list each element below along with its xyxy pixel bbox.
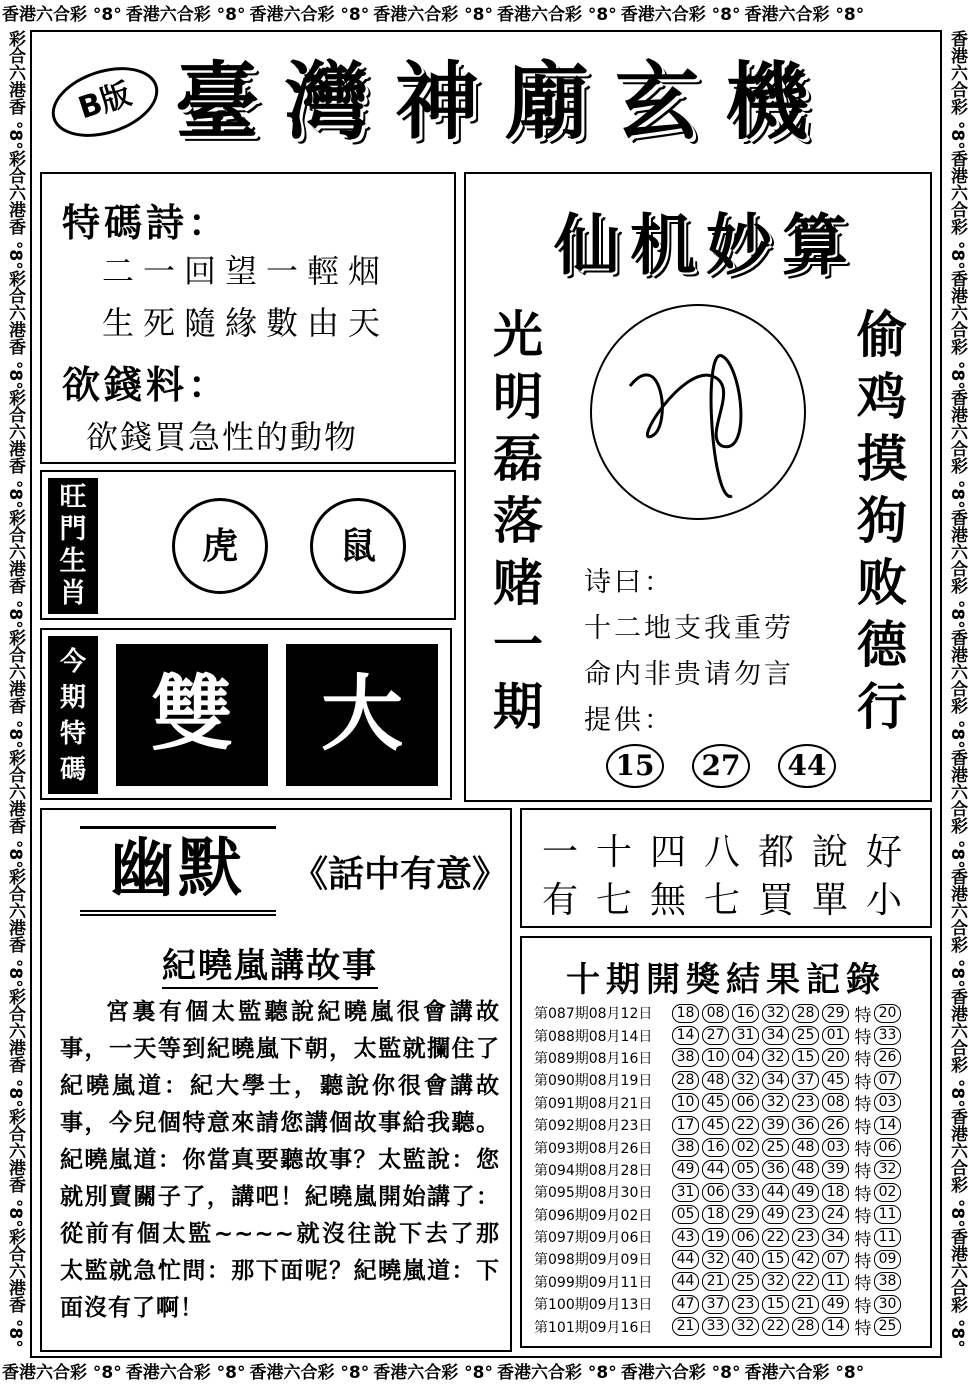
table-row [534,1047,926,1069]
border-label: 香港六合彩 °8° [947,988,967,1108]
special-number: 11 [874,1228,901,1247]
draw-number: 32 [762,1272,789,1291]
vertical-char: 鸡 [857,367,907,426]
draw-number: 33 [732,1183,759,1202]
special-number: 20 [874,1004,901,1023]
draw-number: 17 [672,1116,699,1135]
draw-number: 05 [672,1205,699,1224]
poem-line: 生死隨緣數由天 [102,304,390,342]
page-header [40,48,920,156]
border-label: 香港六合彩 °8° [947,748,967,869]
draw-number: 18 [822,1183,849,1202]
vertical-char: 德 [857,615,907,674]
riddle-panel [520,808,932,928]
border-label: 香港六合彩 °8° [947,509,967,629]
draw-label: 第087期08月12日 [534,1006,653,1023]
draw-number: 23 [792,1093,819,1112]
special-marker: 特 [854,1005,872,1026]
oracle-right-column [852,304,912,738]
border-label: 香港六合彩 °8° [497,5,617,25]
oracle-panel [464,172,932,802]
draw-number: 32 [762,1048,789,1067]
draw-label: 第099期09月11日 [534,1274,653,1291]
draw-number: 47 [672,1295,699,1314]
border-label: 香港六合彩 °8° [947,1107,967,1228]
table-row [534,1226,926,1248]
vertical-char: 狗 [857,491,907,550]
special-marker: 特 [854,1050,872,1071]
draw-number: 25 [762,1138,789,1157]
draw-label: 第097期09月06日 [534,1230,653,1247]
special-marker: 特 [854,1319,872,1340]
draw-number: 07 [822,1250,849,1269]
lucky-number: 44 [778,744,836,788]
vertical-char: 碼 [59,755,86,785]
draw-number: 32 [762,1093,789,1112]
oracle-title: 仙机妙算 [554,206,858,284]
border-label: 香港六合彩 °8° [373,1363,493,1383]
poem-line: 二一回望一輕烟 [102,252,390,290]
special-marker: 特 [854,1095,872,1116]
border-label: 香港六合彩 °8° [947,30,967,150]
special-number: 07 [874,1071,901,1090]
draw-number: 01 [822,1026,849,1045]
border-label: 香港六合彩 °8° [373,5,493,25]
border-left [0,30,30,1358]
special-marker: 特 [854,1117,872,1138]
draw-number: 10 [672,1093,699,1112]
money-heading: 欲錢料： [62,362,231,407]
draw-number: 14 [672,1026,699,1045]
draw-number: 22 [762,1317,789,1336]
draw-number: 48 [792,1138,819,1157]
draw-number: 18 [672,1004,699,1023]
draw-number: 44 [702,1160,729,1179]
draw-number: 32 [762,1004,789,1023]
border-label: 香港六合彩 °8° [497,1363,617,1383]
special-number: 09 [874,1250,901,1269]
zodiac-panel [40,470,456,620]
vertical-char: 赌 [493,553,543,612]
border-label: 香港六合彩 °8° [947,389,967,509]
draw-number: 20 [822,1048,849,1067]
talisman-seal [590,304,806,520]
border-label: 香港六合彩 °8° [947,149,967,270]
border-label: 香港六合彩 °8° [947,269,967,390]
draw-number: 26 [822,1116,849,1135]
vertical-char: 今 [59,647,86,677]
results-panel [520,936,932,1348]
draw-number: 23 [792,1205,819,1224]
draw-number: 05 [732,1160,759,1179]
border-label: 彩合六港香 °8° [5,868,25,988]
vertical-char: 生 [59,546,87,577]
tiger-icon: 虎 [172,498,268,594]
draw-number: 45 [702,1093,729,1112]
rat-icon: 鼠 [310,498,406,594]
draw-label: 第095期08月30日 [534,1185,653,1202]
draw-number: 28 [792,1004,819,1023]
draw-number: 25 [792,1026,819,1045]
table-row [534,1248,926,1270]
border-label: 香港六合彩 °8° [620,5,741,25]
vertical-char: 期 [493,677,543,736]
table-row [534,1293,926,1315]
draw-number: 27 [702,1026,729,1045]
draw-number: 32 [732,1071,759,1090]
vertical-char: 败 [857,553,907,612]
humor-subtitle: 《話中有意》 [292,854,509,895]
draw-number: 16 [702,1138,729,1157]
border-label: 彩合六港香 °8° [5,389,25,509]
vertical-char: 落 [493,491,543,550]
draw-number: 36 [792,1116,819,1135]
results-title: 十期開獎結果記錄 [566,960,886,1000]
draw-number: 32 [732,1317,759,1336]
draw-number: 21 [792,1295,819,1314]
special-marker: 特 [854,1274,872,1295]
table-row [534,1159,926,1181]
draw-number: 49 [762,1205,789,1224]
draw-number: 22 [792,1272,819,1291]
border-label: 香港六合彩 °8° [2,5,122,25]
draw-number: 06 [732,1093,759,1112]
border-label: 香港六合彩 °8° [947,868,967,988]
poem-heading: 特碼詩： [62,200,231,245]
draw-number: 34 [762,1071,789,1090]
special-value: 雙 [116,644,268,786]
draw-number: 34 [822,1228,849,1247]
draw-number: 03 [822,1138,849,1157]
draw-number: 15 [792,1048,819,1067]
draw-number: 08 [702,1004,729,1023]
border-label: 香港六合彩 °8° [249,5,370,25]
border-label: 彩合六港香 °8° [5,269,25,390]
draw-number: 31 [672,1183,699,1202]
oracle-poem-label: 诗曰： [584,567,674,598]
special-marker: 特 [854,1028,872,1049]
draw-number: 44 [672,1272,699,1291]
border-label: 彩合六港香 °8° [5,509,25,629]
draw-label: 第089期08月16日 [534,1050,653,1067]
draw-number: 39 [762,1116,789,1135]
draw-number: 49 [822,1295,849,1314]
border-label: 彩合六港香 °8° [5,1107,25,1228]
special-number: 02 [874,1183,901,1202]
draw-number: 18 [702,1205,729,1224]
special-value: 大 [286,644,438,786]
draw-number: 15 [762,1250,789,1269]
draw-label: 第091期08月21日 [534,1095,653,1112]
draw-number: 32 [702,1250,729,1269]
special-label [48,636,98,794]
vertical-char: 旺 [59,482,87,513]
table-row [534,1002,926,1024]
special-number: 26 [874,1048,901,1067]
table-row [534,1092,926,1114]
draw-number: 37 [702,1295,729,1314]
special-number: 14 [874,1116,901,1135]
draw-number: 21 [702,1272,729,1291]
table-row [534,1181,926,1203]
zodiac-label [48,478,98,614]
draw-number: 10 [702,1048,729,1067]
vertical-char: 門 [59,514,87,545]
humor-title: 幽默 [80,826,276,916]
lucky-number: 27 [692,744,750,788]
border-label: 香港六合彩 °8° [620,1363,741,1383]
border-label: 香港六合彩 °8° [2,1363,122,1383]
border-right [942,30,972,1358]
border-label: 彩合六港香 °8° [5,1227,25,1348]
special-number: 03 [874,1093,901,1112]
humor-panel [40,808,512,1352]
vertical-char: 行 [857,677,907,736]
oracle-provide-label: 提供： [584,705,674,736]
oracle-poem-line: 十二地支我重劳 [584,613,794,644]
vertical-char: 特 [59,719,86,749]
draw-number: 25 [732,1272,759,1291]
border-label: 彩合六港香 °8° [5,748,25,869]
draw-number: 28 [672,1071,699,1090]
special-marker: 特 [854,1207,872,1228]
riddle-row: 一十四八都說好 [542,832,921,873]
draw-number: 45 [822,1071,849,1090]
poem-panel [40,172,456,464]
special-marker: 特 [854,1296,872,1317]
draw-label: 第093期08月26日 [534,1140,653,1157]
special-pick-panel [40,628,452,800]
draw-number: 38 [672,1048,699,1067]
special-marker: 特 [854,1252,872,1272]
lucky-number: 15 [606,744,664,788]
draw-label: 第088期08月14日 [534,1028,653,1045]
draw-number: 29 [732,1205,759,1224]
draw-number: 23 [732,1295,759,1314]
draw-number: 49 [792,1183,819,1202]
border-label: 香港六合彩 °8° [947,628,967,749]
draw-label: 第096期09月02日 [534,1207,653,1224]
oracle-left-column [488,304,548,738]
special-marker: 特 [854,1162,872,1183]
story-title: 紀曉嵐講故事 [162,938,378,989]
border-top [0,0,972,30]
vertical-char: 期 [59,683,86,713]
draw-number: 02 [732,1138,759,1157]
special-marker: 特 [854,1072,872,1093]
draw-number: 42 [792,1250,819,1269]
draw-number: 06 [702,1183,729,1202]
border-label: 香港六合彩 °8° [125,5,246,25]
special-number: 06 [874,1138,901,1157]
border-label: 香港六合彩 °8° [947,1227,967,1348]
border-label: 彩合六港香 °8° [5,30,25,150]
special-marker: 特 [854,1184,872,1205]
vertical-char: 光 [493,305,543,364]
table-row [534,1024,926,1049]
table-row [534,1204,926,1226]
table-row [534,1315,926,1340]
draw-number: 37 [792,1071,819,1090]
border-label: 香港六合彩 °8° [744,5,865,25]
border-label: 彩合六港香 °8° [5,628,25,749]
table-row [534,1069,926,1091]
draw-number: 33 [702,1317,729,1336]
table-row [534,1271,926,1293]
draw-number: 22 [732,1116,759,1135]
money-text: 欲錢買急性的動物 [86,418,359,456]
table-row [534,1114,926,1136]
draw-label: 第101期09月16日 [534,1319,653,1336]
talisman-glyph-icon [592,306,804,518]
border-bottom [0,1358,972,1388]
vertical-char: 肖 [59,578,87,609]
draw-number: 36 [762,1160,789,1179]
special-number: 38 [874,1272,901,1291]
special-number: 11 [874,1205,901,1224]
draw-label: 第092期08月23日 [534,1118,653,1135]
border-label: 香港六合彩 °8° [125,1363,246,1383]
draw-number: 39 [822,1160,849,1179]
special-number: 25 [874,1317,901,1336]
draw-number: 22 [762,1228,789,1247]
draw-label: 第098期09月09日 [534,1252,653,1269]
draw-number: 06 [732,1228,759,1247]
vertical-char: 摸 [857,429,907,488]
vertical-char: 明 [493,367,543,426]
draw-number: 43 [672,1228,699,1247]
draw-number: 29 [822,1004,849,1023]
oracle-poem-line: 命内非贵请勿言 [584,659,794,690]
draw-number: 04 [732,1048,759,1067]
special-number: 30 [874,1295,901,1314]
draw-number: 08 [822,1093,849,1112]
border-label: 香港六合彩 °8° [249,1363,370,1383]
edition-badge: B版 [43,55,167,150]
riddle-row: 有七無七買單小 [542,880,921,921]
border-label: 彩合六港香 °8° [5,149,25,270]
draw-number: 44 [762,1183,789,1202]
special-marker: 特 [854,1140,872,1161]
table-row [534,1136,926,1161]
draw-number: 23 [792,1228,819,1247]
story-text: 宮裏有個太監聽說紀曉嵐很會講故事，一天等到紀曉嵐下朝，太監就攔住了紀曉嵐道：紀大學士，聽說你很會講故事，今兒個特意來請您講個故事給我聽。紀曉嵐道：你當真要聽故事？太監說：您就別賣關子了，講吧！紀曉嵐開始講了：從前有個太監~~~~就沒往說下去了那太監就急忙問：那下面呢？紀曉嵐道：下面沒有了啊！ [60,999,500,1321]
draw-number: 19 [702,1228,729,1247]
special-marker: 特 [854,1229,872,1250]
draw-number: 45 [702,1116,729,1135]
draw-label: 第090期08月19日 [534,1073,653,1090]
draw-number: 24 [822,1205,849,1224]
draw-number: 44 [672,1250,699,1269]
draw-number: 16 [732,1004,759,1023]
vertical-char: 偷 [857,305,907,364]
draw-number: 28 [792,1317,819,1336]
border-label: 香港六合彩 °8° [744,1363,865,1383]
draw-number: 15 [762,1295,789,1314]
vertical-char: 一 [493,615,543,674]
draw-label: 第094期08月28日 [534,1162,653,1179]
border-label: 彩合六港香 °8° [5,988,25,1108]
draw-label: 第100期09月13日 [534,1297,653,1314]
draw-number: 40 [732,1250,759,1269]
results-table [534,1002,926,1338]
draw-number: 48 [792,1160,819,1179]
draw-number: 11 [822,1272,849,1291]
draw-number: 38 [672,1138,699,1157]
special-number: 33 [874,1026,901,1045]
draw-number: 48 [702,1071,729,1090]
vertical-char: 磊 [493,429,543,488]
special-number: 32 [874,1160,901,1179]
draw-number: 21 [672,1317,699,1336]
page-title: 臺灣神廟玄機 [175,52,836,151]
draw-number: 14 [822,1317,849,1336]
draw-number: 31 [732,1026,759,1045]
draw-number: 49 [672,1160,699,1179]
draw-number: 34 [762,1026,789,1045]
